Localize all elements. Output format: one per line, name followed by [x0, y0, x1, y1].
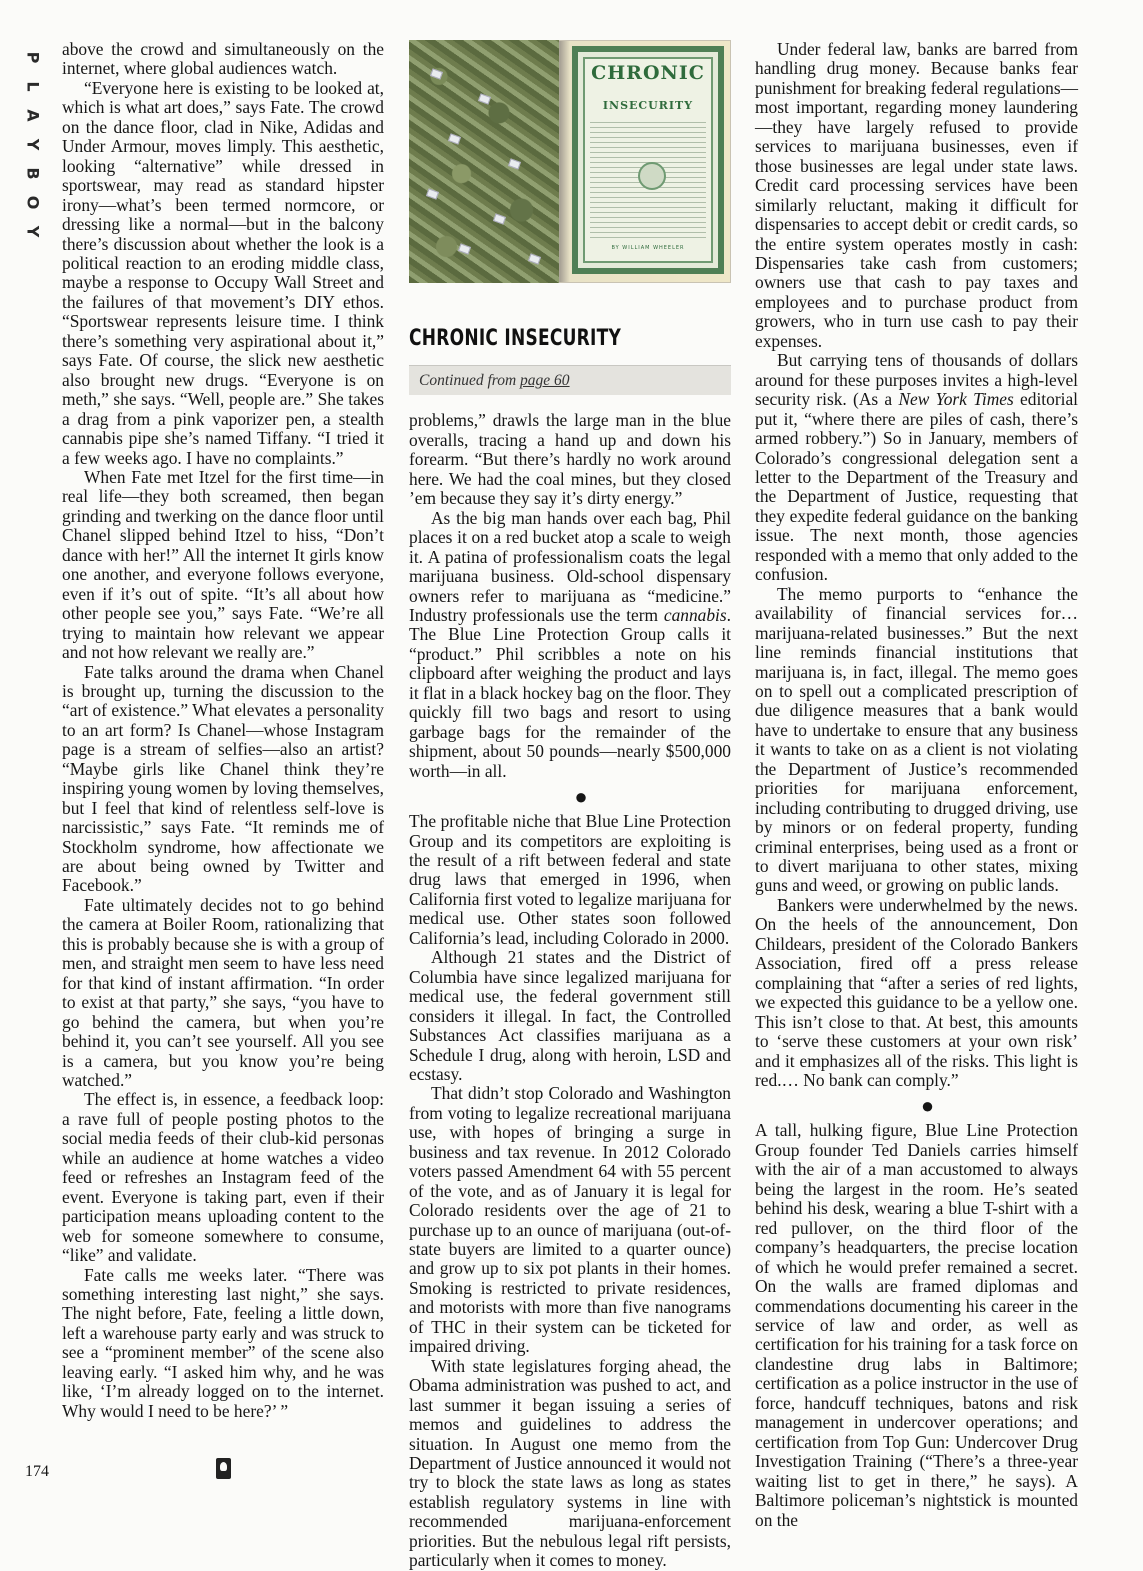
- spread-title-page: [572, 46, 724, 274]
- magazine-vertical-logo: [22, 43, 44, 246]
- logo-letter: Y: [23, 138, 43, 151]
- column-3: [755, 40, 1078, 1530]
- logo-letter: A: [23, 109, 43, 122]
- page-number: 174: [25, 1463, 49, 1480]
- paragraph: A tall, hulking figure, Blue Line Protection Group founder Ted Daniels carries himself with the air of a man accustomed to always being the largest in the room. He’s seated behind his desk, wearing a blue T-shirt with a red pullover, on the third floor of the company’s headquarters, the precise location of which he would prefer remained a secret. On the walls are framed diplomas and commendations documenting his career in the service of law and order, as well as certification for his training for a task force on clandestine drug labs in Baltimore; certification as a police instructor in the use of force, handcuff techniques, batons and risk management in undercover operations; and certification from Top Gun: Undercover Drug Investigation Training (“There’s a three-year waiting list to get in there,” he says). A Baltimore policeman’s nightstick is mounted on the: [755, 1120, 1078, 1530]
- continued-from-box: [409, 365, 731, 395]
- article-headline: CHRONIC INSECURITY: [409, 326, 622, 351]
- paragraph: Fate talks around the drama when Chanel is brought up, turning the discussion to the “art of existence.” What elevates a personality to an art form? Is Chanel—whose Instagram page is a stream of selfies—also an artist? “Maybe girls like Chanel think they’re inspiring young women by loving themselves, but I feel that kind of relentless self-love is narcissistic,” says Fate. “It reminds me of Stockholm syndrome, how affectionate we are about being owned by Twitter and Facebook.”: [62, 661, 384, 896]
- paragraph: The memo purports to “enhance the availability of financial services for… marijuana-related businesses.” But the next line reminds financial institutions that marijuana is, in fact, illegal. The memo goes on to spell out a complicated prescription of due diligence measures that a bank would have to undertake to ensure that any business it wants to take on as a client is not violating the Department of Justice’s recommended priorities for marijuana enforcement, including contributing to drugged driving, use by minors or on federal property, funding criminal enterprises, being used as a front or to divert marijuana to other states, mixing guns and weed, or growing on public lands.: [755, 583, 1078, 896]
- paragraph: Under federal law, banks are barred from handling drug money. Because banks fear punishment for breaking federal regulations—most important, regarding money laundering—they have largely refused to provide services to marijuana businesses, even if those businesses are legal under state laws. Credit card processing services have been similarly reluctant, making it difficult for dispensaries to accept debit or credit cards, so the entire system operates mostly in cash: Dispensaries take cash from customers; owners use that cash to pay taxes and employees and to purchase product from growers, who in turn use cash to pay their expenses.: [755, 39, 1078, 351]
- paragraph: The effect is, in essence, a feedback loop: a rave full of people posting photos to the social media feeds of their club-kid personas while an audience at home watches a video feed or refreshes an Instagram feed of the event. Everyone is taking part, even if their participation means uploading content to the web for someone somewhere to consume, “like” and validate.: [62, 1089, 384, 1266]
- paragraph: As the big man hands over each bag, Phil places it on a red bucket atop a scale to weigh it. A patina of professionalism coats the legal marijuana business. Old-school dispensary owners refer to marijuana as “medicine.” Industry professionals use the term cannabis. The Blue Line Protection Group calls it “product.” Phil scribbles a note on his clipboard after weighing the product and lays it flat in a black hockey bag on the floor. They quickly fill two bags and resort to using garbage bags for the remainder of the shipment, about 50 pounds—nearly $500,000 worth—in all.: [409, 507, 731, 781]
- logo-letter: Y: [23, 225, 43, 238]
- spread-byline: BY WILLIAM WHEELER: [611, 244, 685, 251]
- paragraph: With state legislatures forging ahead, the Obama administration was pushed to act, and last summer it began issuing a series of memos and guidelines to address the situation. In August one memo from the Department of Justice announced it would not try to block the state laws as long as states establish regulatory systems in line with recommended marijuana-enforcement priorities. But the nebulous legal rift persists, particularly when it comes to money.: [409, 1355, 731, 1571]
- paragraph: But carrying tens of thousands of dollars around for these purposes invites a high-level security risk. (As a New York Times editorial put it, “where there are piles of cash, there’s armed robbery.”) So in January, members of Colorado’s congressional delegation sent a letter to the Department of the Treasury and the Department of Justice, requesting that they expedite federal guidance on the banking issue. The next month, those agencies responded with a memo that only added to the confusion.: [755, 350, 1078, 585]
- column-1: [62, 40, 384, 1421]
- paragraph: “Everyone here is existing to be looked at, which is what art does,” says Fate. The crowd on the dance floor, clad in Nike, Adidas and Under Armour, moves limply. This aesthetic, looking “alternative” while dressed in sportswear, may read as standard hipster irony—what’s been termed normcore, or dressing like a normal—but in the balcony there’s discussion about whether the look is a political reaction to an eroding middle class, maybe a response to Occupy Wall Street and the failures of that movement’s DIY ethos. “Sportswear represents leisure time. I think there’s something very aspirational about it,” says Fate. Of course, the slick new aesthetic also brought new drugs. “Everyone is on meth,” she says. “Well, people are.” She takes a drag from a pink vaporizer pen, a stealth cannabis pipe she’s named Tiffany. “I tried it a few weeks ago. I have no complaints.”: [62, 77, 384, 468]
- paragraph: That didn’t stop Colorado and Washington from voting to legalize recreational marijuana use, with hopes of bringing a surge in business and tax revenue. In 2012 Colorado voters passed Amendment 64 with 55 percent of the vote, and as of January it is legal for Colorado residents over the age of 21 to purchase up to an ounce of marijuana (out-of-state buyers are limited to a quarter ounce) and grow up to six pot plants in their homes. Smoking is restricted to private residences, and motorists with more than five nanograms of THC in their system can be ticketed for impaired driving.: [409, 1083, 731, 1357]
- section-separator: ●: [920, 1093, 935, 1119]
- magazine-spread-photo: [409, 40, 731, 283]
- paragraph: problems,” drawls the large man in the blue overalls, tracing a hand up and down his forearm. “But there’s hardly no work around here. We had the coal mines, but they closed ’em because they say it’s dirty energy.”: [409, 410, 731, 509]
- spread-title-line1: CHRONIC: [591, 62, 705, 84]
- paragraph: Bankers were underwhelmed by the news. On the heels of the announcement, Don Childears, president of the Colorado Bankers Association, fired off a press release complaining that “after a series of red lights, we expected this guidance to be a yellow one. This isn’t close to that. At best, this amounts to ‘serve these customers at your own risk’ and it emphasizes all of the risks. This light is red.… No bank can comply.”: [755, 894, 1078, 1091]
- section-separator: ●: [574, 784, 588, 810]
- paragraph: Fate calls me weeks later. “There was something interesting last night,” she says. The night before, Fate, feeling a little down, left a warehouse party early and was struck to see a “prominent member” of the scene also leaving early. “I asked him why, and he was like, ‘I’m already logged on to the internet. Why would I need to be here?’ ”: [62, 1264, 384, 1421]
- paragraph: When Fate met Itzel for the first time—in real life—they both screamed, then began grinding and twerking on the dance floor until Chanel slipped behind Itzel to hiss, “Don’t dance with her!” All the internet It girls know one another, and everyone follows everyone, even if it’s out of spite. “It’s all about how other people see you,” says Fate. “We’re all trying to maintain how relevant we appear and not how relevant we really are.”: [62, 466, 384, 663]
- seal-icon: [638, 162, 666, 190]
- bunny-end-mark-icon: [216, 1458, 231, 1479]
- continued-prefix: Continued from: [419, 372, 521, 390]
- spread-title-line2: INSECURITY: [602, 99, 694, 112]
- logo-letter: P: [23, 51, 43, 64]
- paragraph: Although 21 states and the District of Columbia have since legalized marijuana for medical use, the federal government still considers it illegal. In fact, the Controlled Substances Act classifies marijuana as a Schedule I drug, along with heroin, LSD and ecstasy.: [409, 947, 731, 1084]
- paragraph: above the crowd and simultaneously on the internet, where global audiences watch.: [62, 39, 384, 79]
- logo-letter: L: [23, 81, 43, 92]
- paragraph: Fate ultimately decides not to go behind the camera at Boiler Room, rationalizing that this is probably because she is with a group of men, and straight men seem to have less need for that kind of instant affirmation. “In order to exist at that party,” she says, “you have to go behind the camera, but when you’re behind it, you can’t see yourself. All you see is a camera, but you know you’re being watched.”: [62, 894, 384, 1091]
- column-2: [409, 40, 731, 1571]
- logo-letter: O: [23, 195, 43, 210]
- logo-letter: B: [23, 167, 43, 180]
- continued-page-link[interactable]: page 60: [520, 372, 570, 390]
- paragraph: The profitable niche that Blue Line Protection Group and its competitors are exploiting is the result of a rift between federal and state drug laws that emerged in 1996, when California first voted to legalize marijuana for medical use. Other states soon followed California’s lead, including Colorado in 2000.: [409, 811, 731, 948]
